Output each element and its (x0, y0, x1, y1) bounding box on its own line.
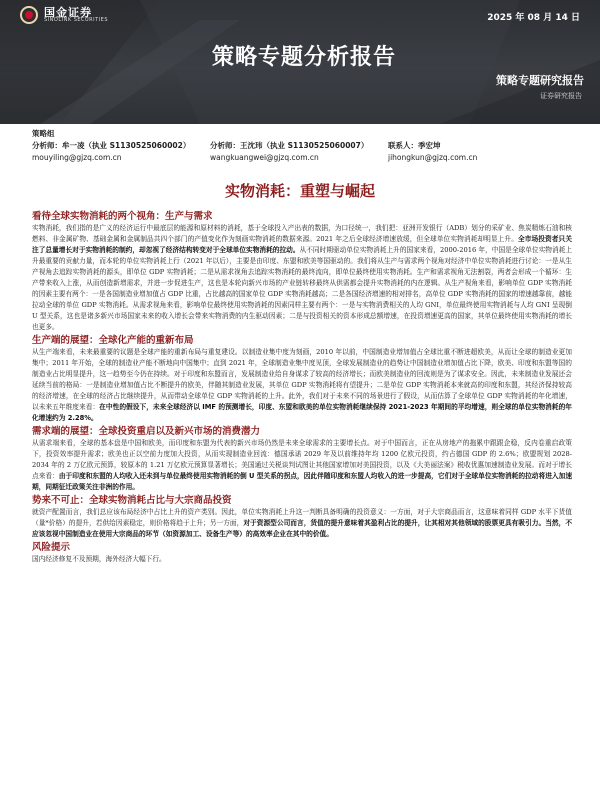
report-header (0, 0, 600, 124)
analyst-1-email[interactable]: mouyiling@gjzq.com.cn (32, 153, 122, 162)
report-subcategory: 证券研究报告 (540, 92, 582, 100)
analyst-group-label: 策略组 (32, 129, 55, 138)
article-body (32, 209, 572, 565)
section-paragraph: 就资产配置而言，我们总应该布局经济中占比上升的资产类别。因此，单位实物消耗上升这一判断具备明确的投资意义：一方面，对于大宗商品而言，这意味着同样 GDP 水平下货值（量*价格）的提升，若供给因素稳定，则价格将趋于上升；另一方面，对于资源型公司而言，货值的提升意味着其盈利占比的提升，让其相对其他领域的股票更具有吸引力。当然，不应该忽视中国制造业在使用大宗商品的环节（如资源加工、设备生产等）的高效率企业在其中的价值。 (32, 508, 573, 538)
report-category: 策略专题研究报告 (496, 74, 584, 87)
section-paragraph: 从生产端来看，未来最重要的议题是全球产能的重新布局与重复建设。以制造业集中度为刻画，2010 年以前，中国制造业增加值占全球比重不断进超欧美，从而让全球的制造业更加集中；2011 年开始，全球的制造业产能不断地向中国集中；直到 2021 年，全球制造业集中度见顶，全球发展制造业的趋势让中国制造业增加值占比下降，欧美、印度和东盟等国的制造业占比明显提升，这一趋势至今仍在持续。对于印度和东盟而言，发展制造业给自身谋求了较高的经济增长；而欧美制造业的回流则是为了谋求安全。因此，未来制造业发展还会延续当前的格局：一是制造业增加值占比不断提升的欧美，伴随其制造业发展，其单位 GDP 实物消耗将有望提升；二是单位 GDP 实物消耗本来就高的印度和东盟，其经济保持较高的经济增速，在全球的经济占比继续提升，从而带动全球单位 GDP 实物消耗的上升。此外，我们对于未来不同的场景进行了假设，从而估算了全球单位 GDP 实物消耗的年化增速，以未来五年维度来看：在中性的假设下，未来全球经济以 IMF 的预测增长，印度、东盟和欧美的单位实物消耗继续保持 2021-2023 年期间的平均增速，则全球的单位实物消耗的年化增速约为 2.28%。 (32, 348, 572, 422)
section-paragraph: 国内经济修复不及预期，海外经济大幅下行。 (32, 555, 166, 563)
company-logo (20, 6, 108, 24)
logo-icon (20, 6, 38, 24)
report-title: 策略专题分析报告 (212, 45, 397, 70)
logo-name-cn: 国金证券 (44, 5, 92, 19)
analyst-2: 分析师：王沈玮（执业 S1130525060007） (210, 141, 369, 150)
section-heading: 风险提示 (32, 542, 71, 553)
section-heading: 势来不可止：全球实物消耗占比与大宗商品投资 (32, 495, 232, 506)
report-date: 2025 年 08 月 14 日 (487, 13, 580, 23)
contact-email[interactable]: jihongkun@gjzq.com.cn (388, 153, 478, 162)
contact-person: 联系人：季宏坤 (388, 141, 441, 150)
analyst-2-email[interactable]: wangkuangwei@gjzq.com.cn (210, 153, 319, 162)
section-heading: 看待全球实物消耗的两个视角：生产与需求 (32, 211, 213, 222)
article-title: 实物消耗：重塑与崛起 (224, 182, 375, 200)
section-heading: 需求端的展望：全球投资重启以及新兴市场的消费潜力 (32, 426, 261, 437)
section-paragraph: 从需求端来看，全球的基本盘是中国和欧美，而印度和东盟为代表的新兴市场仍然是未来全球需求的主要增长点。对于中国而言，正在从房地产的拖累中跟跟企稳，反内卷重启政策下，投资效率提升需求；欧美也正以空前力度加大投资，从而实现制造业回流：德国承诺 2029 年及以前维持年均 1200 亿欧元投资，约占德国 GDP 的 2.6%；欧盟规划 2028-2034 年的 2 万亿欧元预算，较原本的 1.21 万亿欧元预算显著增长；美国通过关税谈判试图让其他国家增加对美国投资，以及《大美丽法案》税收优惠加速制造业发展。而对于增长点来看：由于印度和东盟的人均收入还未到与单位最终使用实物消耗的倒 U 型关系的拐点，因此伴随印度和东盟人均收入的进一步提高，它们对于全球单位实物消耗的拉动将进入加速期，同期征迁政策关注非洲的作用。 (32, 439, 573, 491)
analyst-1: 分析师：牟一凌（执业 S1130525060002） (32, 141, 191, 150)
analyst-block (32, 128, 572, 164)
section-heading: 生产端的展望：全球化产能的重新布局 (32, 335, 194, 346)
logo-name-en: SINOLINK SECURITIES (44, 17, 108, 24)
section-paragraph: 实物消耗，我们指的是广义的经济运行中最底层的能源和原材料的消耗，基于全球投入产出表的数据，为口径统一，我们把：亚洲开发银行（ADB）划分的采矿业、焦炭精炼石油和核燃料、非金属矿物、基础金属和金属制品共四个部门的产值变化作为刻画实物消耗的数据来源。2021 年之后全球经济增速放缓，但全球单位实物消耗却明显上升。全市场投资者只关注了总量增长对于实物消耗的制约，却忽视了经济结构转变对于全球单位实物消耗的拉动。从不同时期驱动单位实物消耗上升的国家来看，2000-2016 年，中国是全球单位实物消耗上升最重要的贡献力量，而本轮的单位实物消耗上行（2021 年以后），主要是由印度、东盟和欧美等国驱动的。我们将从生产与需求两个视角对经济中单位实物消耗进行讨论：一是从生产视角去追踪实物消耗的源头，即单位 GDP 实物消耗；二是从需求视角去追踪实物消耗的最终流向，即单位最终使用实物消耗。生产和需求视角无法割裂，两者会形成一个循环：生产带来收入上涨，从而创造新增需求，并进一步促进生产，这也是本轮向新兴市场的产业链转移最终从供需都会提升实物消耗的内在逻辑。从生产视角来看，影响单位 GDP 实物消耗的因素主要有两个：一是各国制造业增加值占 GDP 比重，占比越高的国家单位 GDP 实物消耗越高；二是各国经济增速的相对排名，高单位 GDP 实物消耗的国家的增速越靠前，越能拉动全球的单位 GDP 实物消耗。从需求视角来看，影响单位最终使用实物消耗的因素同样主要有两个：一是与实物消费相关的人均 GNI，单位最终使用实物消耗与人均 GNI 呈现倒 U 型关系，这也是诸多新兴市场国家未来的收入增长会带来实物消费的内生驱动因素；二是与投资相关的资本形成总额增速，在投资增速更高的国家，其单位最终使用实物消耗的增长也更多。 (32, 224, 573, 331)
